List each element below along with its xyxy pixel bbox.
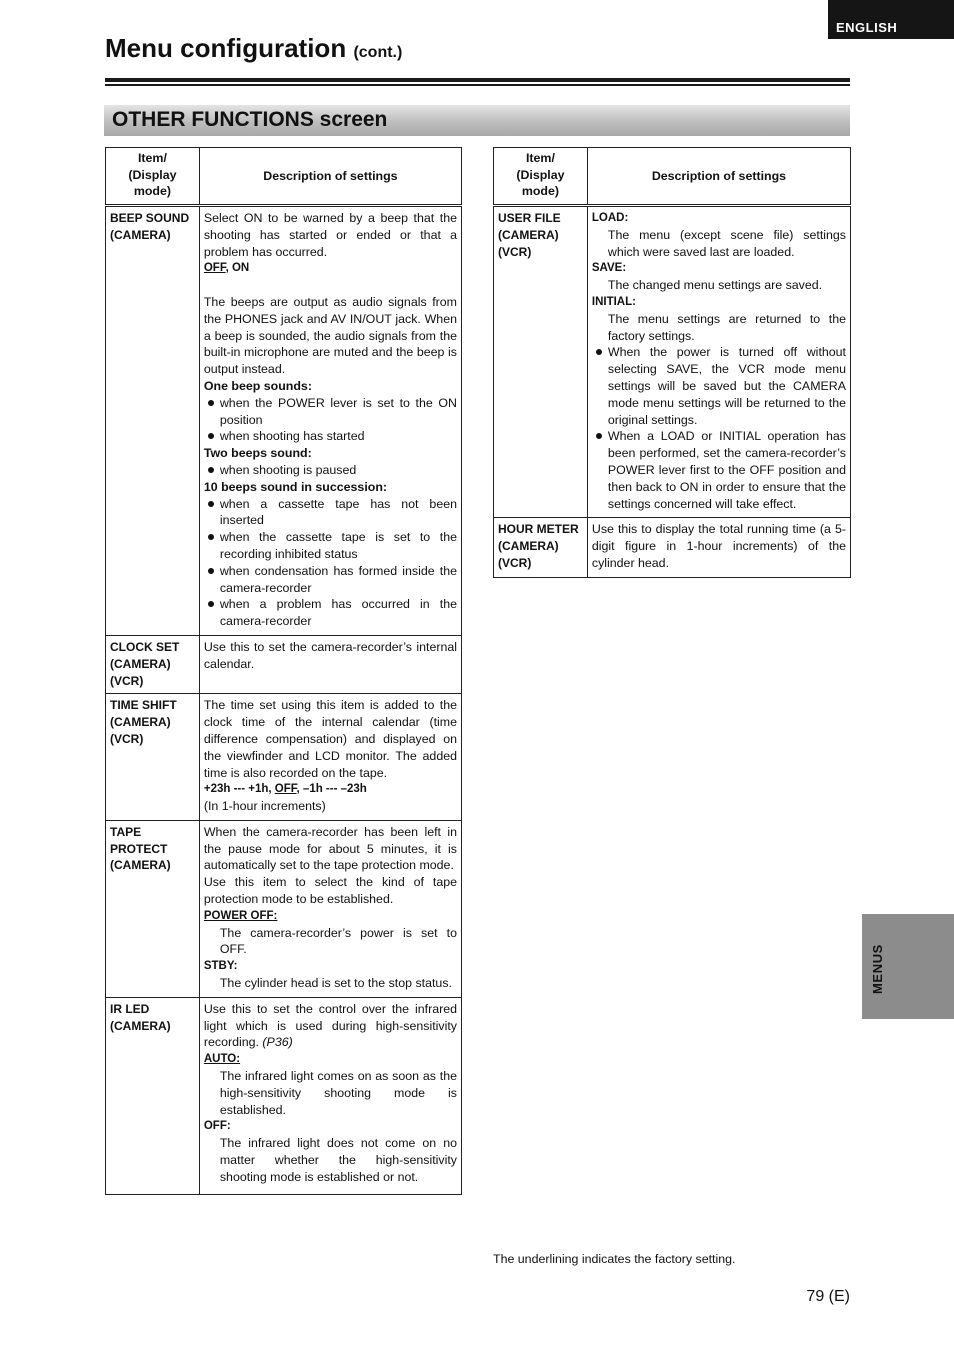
option-label: SAVE: xyxy=(591,262,627,275)
table-row-beep-sound xyxy=(106,206,462,636)
description-text: Use this to set the camera-recorder’s internal calendar. xyxy=(203,639,457,671)
bullet-list xyxy=(204,395,457,445)
item-name xyxy=(494,518,588,577)
list-item: when a cassette tape has not been inserted xyxy=(204,496,457,530)
item-mode: (CAMERA) xyxy=(498,227,559,242)
item-mode: (VCR) xyxy=(110,673,144,688)
option-label: STBY: xyxy=(203,960,238,973)
language-tab: ENGLISH xyxy=(828,0,954,39)
page-title-main: Menu configuration xyxy=(105,33,347,63)
description-text: Use this item to select the kind of tape protection mode to be established. xyxy=(203,875,457,907)
option-description: The infrared light does not come on no matter whether the high-sensitivity shooting mode is established or not. xyxy=(219,1136,457,1184)
table-row-hour-meter xyxy=(494,518,851,577)
list-item: when condensation has formed inside the camera-recorder xyxy=(204,563,457,597)
option-off-default: OFF xyxy=(274,783,297,796)
item-mode: (CAMERA) xyxy=(110,858,171,873)
description-text: When the camera-recorder has been left in the pause mode for about 5 minutes, it is automatically set to the tape protection mode. xyxy=(203,824,457,873)
item-mode: (CAMERA) xyxy=(110,715,171,730)
option-label: INITIAL: xyxy=(591,295,636,308)
page-reference: (P36) xyxy=(262,1035,293,1050)
title-rule-thin xyxy=(105,84,850,86)
description-text: Use this to display the total running time (a 5-digit figure in 1-hour increments) of the cylinder head. xyxy=(591,522,846,570)
page-title-cont: (cont.) xyxy=(353,44,403,61)
bullet-list xyxy=(204,462,457,479)
option-label: OFF: xyxy=(203,1120,231,1133)
list-item: when the cassette tape is set to the recording inhibited status xyxy=(204,529,457,563)
list-item: when shooting has started xyxy=(204,428,457,445)
item-label: HOUR METER xyxy=(498,522,579,537)
options-line xyxy=(204,781,457,798)
item-name xyxy=(494,206,588,518)
column-header-item xyxy=(494,148,588,206)
column-header-item xyxy=(106,148,200,206)
description-text: (In 1-hour increments) xyxy=(203,799,326,814)
subheading: Two beeps sound: xyxy=(203,446,312,461)
header-item-line: (Display xyxy=(128,167,177,182)
list-item: When a LOAD or INITIAL operation has been performed, set the camera-recorder’s POWER lever first to the OFF position and then back to ON in order to ensure that the settings concerned will take effect. xyxy=(592,428,846,512)
column-header-description: Description of settings xyxy=(587,148,850,206)
subheading: 10 beeps sound in succession: xyxy=(203,479,388,494)
item-name xyxy=(106,206,200,636)
item-mode: (CAMERA) xyxy=(110,1018,171,1033)
header-item-line: Item/ xyxy=(525,150,555,165)
item-mode: (CAMERA) xyxy=(498,539,559,554)
table-row-ir-led xyxy=(106,997,462,1194)
table-row-clock-set xyxy=(106,635,462,693)
settings-table-right xyxy=(493,147,851,578)
item-description xyxy=(199,694,461,821)
item-description xyxy=(199,206,461,636)
title-rule-thick xyxy=(105,78,850,82)
factory-setting-note: The underlining indicates the factory setting. xyxy=(493,1252,736,1266)
options-line xyxy=(204,260,457,277)
menus-side-tab-label: MENUS xyxy=(870,944,885,994)
column-header-description: Description of settings xyxy=(199,148,461,206)
table-row-time-shift xyxy=(106,694,462,821)
item-mode: (CAMERA) xyxy=(110,656,171,671)
description-sentence: Use this to set the control over the infrared light which is used during high-sensitivity recording. xyxy=(203,1001,457,1050)
option-label-default: AUTO: xyxy=(203,1053,241,1066)
option-range-start: +23h --- +1h, xyxy=(203,783,275,796)
option-description: The infrared light comes on as soon as the high-sensitivity shooting mode is established. xyxy=(219,1069,457,1117)
item-name xyxy=(106,997,200,1194)
page-title xyxy=(105,33,402,64)
table-row-user-file xyxy=(494,206,851,518)
item-name xyxy=(106,820,200,997)
page-number: 79 (E) xyxy=(806,1288,850,1305)
item-label: BEEP SOUND xyxy=(110,211,190,225)
list-item: when shooting is paused xyxy=(204,462,457,479)
table-header-row xyxy=(494,148,851,206)
item-description xyxy=(199,997,461,1194)
item-mode: (VCR) xyxy=(110,731,144,746)
item-description xyxy=(199,820,461,997)
list-item: when the POWER lever is set to the ON position xyxy=(204,395,457,429)
menus-side-tab xyxy=(862,914,954,1019)
item-label: USER FILE xyxy=(498,211,561,225)
option-description: The changed menu settings are saved. xyxy=(607,278,823,293)
item-label: CLOCK SET xyxy=(110,639,180,654)
item-mode: (VCR) xyxy=(498,555,532,570)
item-label: TAPE xyxy=(110,824,142,839)
option-description: The menu settings are returned to the factory settings. xyxy=(607,311,846,343)
description-text xyxy=(204,1001,457,1051)
settings-table-left xyxy=(105,147,462,1195)
list-item: When the power is turned off without selecting SAVE, the VCR mode menu settings will be saved but the CAMERA mode menu settings will be returned to the original settings. xyxy=(592,344,846,428)
spacer xyxy=(204,277,457,294)
table-row-tape-protect xyxy=(106,820,462,997)
bullet-list xyxy=(592,344,846,512)
table-header-row xyxy=(106,148,462,206)
bullet-list xyxy=(204,496,457,630)
option-off-default: OFF xyxy=(203,262,226,275)
header-item-line: mode) xyxy=(521,184,560,199)
header-item-line: mode) xyxy=(133,184,172,199)
section-title: OTHER FUNCTIONS screen xyxy=(112,108,388,131)
option-label: LOAD: xyxy=(591,212,629,224)
item-name xyxy=(106,635,200,693)
description-text: The time set using this item is added to the clock time of the internal calendar (time difference compensation) and displayed on the viewfinder and LCD monitor. The added time is also recorded on the tape. xyxy=(203,698,457,780)
item-mode: (VCR) xyxy=(498,244,532,259)
description-text: The beeps are output as audio signals from the PHONES jack and AV IN/OUT jack. When a beep is sounded, the audio signals from the built-in microphone are muted and the beep is output instead. xyxy=(203,294,457,377)
item-description xyxy=(587,206,850,518)
item-label: TIME SHIFT xyxy=(110,698,177,713)
option-on: , ON xyxy=(225,262,250,275)
header-item-line: (Display xyxy=(516,167,565,182)
item-description xyxy=(199,635,461,693)
section-header-bar xyxy=(104,105,850,136)
option-label-default: POWER OFF: xyxy=(203,909,278,922)
option-description: The menu (except scene file) settings which were saved last are loaded. xyxy=(607,227,846,259)
header-item-line: Item/ xyxy=(137,150,167,165)
option-range-end: , –1h --- –23h xyxy=(296,783,367,796)
description-text: Select ON to be warned by a beep that the shooting has started or ended or that a problem has occurred. xyxy=(203,211,457,259)
item-mode: (CAMERA) xyxy=(110,227,171,242)
option-description: The camera-recorder’s power is set to OFF. xyxy=(219,925,457,957)
subheading: One beep sounds: xyxy=(203,378,312,393)
item-label: PROTECT xyxy=(110,841,168,856)
item-name xyxy=(106,694,200,821)
item-label: IR LED xyxy=(110,1001,150,1016)
list-item: when a problem has occurred in the camera-recorder xyxy=(204,596,457,630)
option-description: The cylinder head is set to the stop status. xyxy=(219,976,452,991)
item-description xyxy=(587,518,850,577)
